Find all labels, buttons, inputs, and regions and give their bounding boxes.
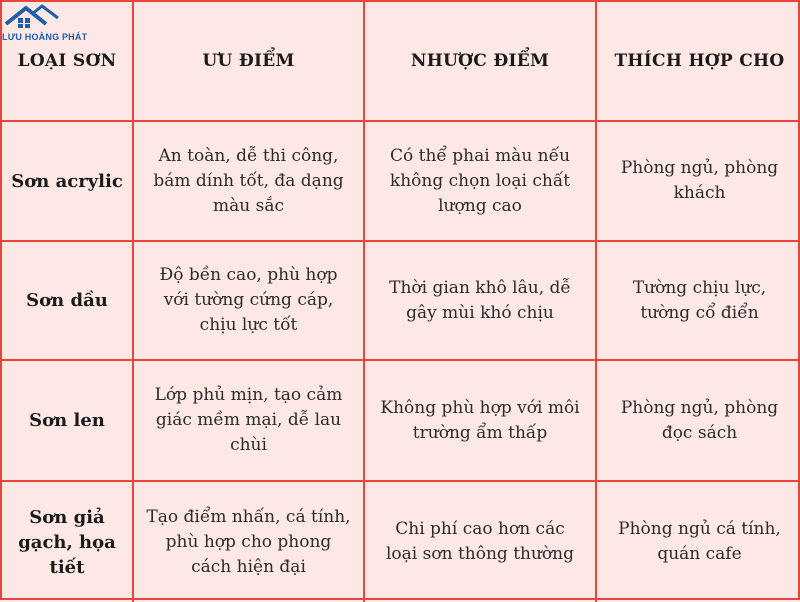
row-type: Sơn len bbox=[2, 361, 134, 482]
row-suitable: Phòng ngủ, phòng khách bbox=[597, 122, 800, 242]
row-pros: Độ bền cao, phù hợp với tường cứng cáp, chịu lực tốt bbox=[134, 242, 365, 361]
row-pros: An toàn, dễ thi công, bám dính tốt, đa dạng màu sắc bbox=[134, 122, 365, 242]
row-suitable: Tường chịu lực, tường cổ điển bbox=[597, 242, 800, 361]
row-pros: Lớp phủ mịn, tạo cảm giác mềm mại, dễ lau chùi bbox=[134, 361, 365, 482]
row-type: Sơn acrylic bbox=[2, 122, 134, 242]
row-cons: Không phù hợp với môi trường ẩm thấp bbox=[365, 361, 597, 482]
brand-logo bbox=[2, 2, 102, 46]
header-type: LOẠI SƠN bbox=[2, 2, 134, 122]
row-type: Sơn giả gạch, họa tiết bbox=[2, 482, 134, 602]
row-cons: Chi phí cao hơn các loại sơn thông thường bbox=[365, 482, 597, 602]
house-logo-icon bbox=[2, 2, 62, 34]
row-type: Sơn dầu bbox=[2, 242, 134, 361]
row-suitable: Phòng ngủ, phòng đọc sách bbox=[597, 361, 800, 482]
header-pros: ƯU ĐIỂM bbox=[134, 2, 365, 122]
row-cons: Thời gian khô lâu, dễ gây mùi khó chịu bbox=[365, 242, 597, 361]
header-suitable: THÍCH HỢP CHO bbox=[597, 2, 800, 122]
row-pros: Tạo điểm nhấn, cá tính, phù hợp cho phong cách hiện đại bbox=[134, 482, 365, 602]
row-suitable: Phòng ngủ cá tính, quán cafe bbox=[618, 519, 781, 564]
header-cons: NHƯỢC ĐIỂM bbox=[365, 2, 597, 122]
row-cons: Có thể phai màu nếu không chọn loại chất lượng cao bbox=[365, 122, 597, 242]
brand-name: LƯU HOÀNG PHÁT bbox=[2, 32, 88, 42]
